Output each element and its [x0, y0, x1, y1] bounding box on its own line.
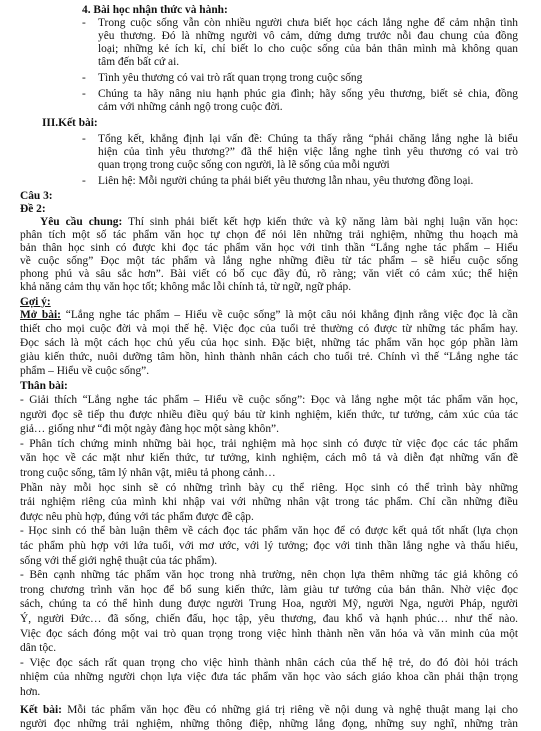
closing-line	[20, 704, 518, 717]
body-line: - Bên cạnh những tác phẩm văn học trong nhà trường, nên chọn lựa thêm những tác giả không có	[20, 569, 518, 582]
bullet-text: Chúng ta hãy nâng niu hạnh phúc gia đình; hãy sống yêu thương, biết sẻ chia, đồng	[98, 88, 518, 100]
body-line: trải nghiệm riêng của mình khi nhập vai với những nhân vật trong tác phẩm. Chỉ cần những điều	[20, 496, 518, 509]
body-line: giả… giống như “đi một ngày đàng học một sàng khôn”.	[20, 423, 279, 436]
body-line: - Việc đọc sách rất quan trọng cho việc hình thành nhân cách của thế hệ trẻ, do đó đòi hỏi trách	[20, 656, 518, 669]
bullet-text: quan trọng trong cuộc sống con người, là lẽ sống của mỗi người	[98, 159, 390, 171]
intro-line	[20, 309, 518, 322]
body-line: Phần này mỗi học sinh sẽ có những trình bày cụ thể riêng. Học sinh có thể trình bày những	[20, 481, 518, 494]
requirements-line: phân tích một số tác phẩm văn học tự chọn để nói lên những trải nghiệm, những thu hoạch mà	[20, 229, 518, 241]
body-line: Ý, người Đức… đã sống, chiến đấu, học tập, yêu thương, đau khổ và hạnh phúc… như thế nào.	[20, 613, 518, 625]
closing-text: Mỗi tác phẩm văn học đều có những giá trị riêng về nội dung và nghệ thuật mang lại cho	[61, 704, 518, 716]
body-line: sống với thế giới nghệ thuật của tác phẩm).	[20, 554, 218, 567]
intro-line: phẩm – Hiểu về cuộc sống”.	[20, 365, 150, 377]
bullet-text: Liên hệ: Mỗi người chúng ta phải biết yêu thương lẫn nhau, yêu thương đồng loại.	[98, 175, 474, 187]
bullet-text: cảm với những cảnh ngộ trong cuộc đời.	[98, 101, 283, 113]
requirements-line	[40, 216, 518, 229]
intro-line: Đọc sách là một cách học chủ yếu của học sinh. Đặc biệt, những tác phẩm văn học góp phần làm	[20, 337, 518, 349]
body-line: - Giải thích “Lắng nghe tác phẩm – Hiểu về cuộc sống”: Đọc và lắng nghe một tác phẩm văn học,	[20, 394, 518, 406]
intro-label: Mở bài:	[20, 309, 61, 321]
bullet-dash: -	[82, 72, 86, 84]
intro-text: “Lắng nghe tác phẩm – Hiểu về cuộc sống” là một câu nói khẳng định rằng việc đọc là cần	[60, 309, 518, 321]
closing-line: người đọc những trải nghiệm, những thông điệp, những lắng đọng, những suy nghĩ, những tràn	[20, 718, 518, 730]
conclusion-heading: III.Kết bài:	[42, 117, 98, 129]
bullet-text: tâm đến bất cứ ai.	[98, 56, 180, 68]
intro-line: giàu kiến thức, nuôi dưỡng tâm hồn, hình thành nhân cách cho tuổi trẻ. Chính vì thế “Lắng nghe tác	[20, 351, 518, 363]
topic-2-heading: Đề 2:	[20, 203, 46, 215]
body-line: hơn.	[20, 686, 41, 698]
bullet-text: Trong cuộc sống vẫn còn nhiều người chưa biết học cách lắng nghe để cảm nhận tình	[98, 17, 518, 29]
bullet-dash: -	[82, 88, 86, 100]
bullet-text: Tình yêu thương có vai trò rất quan trọng trong cuộc sống	[98, 72, 363, 84]
bullet-text: Tổng kết, khẳng định lại vấn đề: Chúng ta thấy rằng “phải chăng lắng nghe là biểu	[98, 133, 518, 145]
requirements-text: Thí sinh phải biết kết hợp kiến thức và kỹ năng làm bài nghị luận văn học:	[122, 216, 518, 228]
requirements-line: phong phú và sâu sắc hơn”. Bài viết có bố cục đầy đủ, rõ ràng; văn viết có cảm xúc; thể hiện	[20, 268, 518, 280]
requirements-line: bản thân học sinh có được khi đọc tác phẩm văn học với tinh thần “Lắng nghe tác phẩm – Hiểu	[20, 242, 518, 254]
requirements-line: về cuộc sống” Đọc một tác phẩm và lắng nghe những điều từ tác phẩm – sẽ hiểu cuộc sống	[20, 255, 518, 267]
bullet-dash: -	[82, 133, 86, 145]
body-line: trong cuộc sống, tâm lý nhân vật, miêu tả phong cảnh…	[20, 467, 276, 479]
body-line: - Học sinh có thể bàn luận thêm về cách đọc tác phẩm văn học để có được kết quả tốt nhất (lựa chọn	[20, 525, 518, 538]
body-line: người đọc sẽ tiếp thu được nhiều điều quý báu từ kinh nghiệm, kiến thức, tư tưởng, cảm xúc của tác	[20, 408, 518, 421]
bullet-dash: -	[82, 175, 86, 187]
body-line: dân tộc.	[20, 642, 57, 655]
closing-label: Kết bài:	[20, 704, 62, 716]
bullet-text: yêu thương. Đó là những người vô cảm, dửng dưng trước nỗi đau chung của đồng	[98, 30, 518, 42]
bullet-text: hiện của tình yêu thương?” đã thể hiện việc lắng nghe tình yêu thương có vai trò	[98, 146, 518, 158]
body-line: trong chương trình văn học để bổ sung kiến thức, làm giàu tư tưởng của bản thân. Nhờ việc đọc	[20, 583, 518, 596]
body-line: tác phẩm phù hợp với lứa tuổi, với mơ ước, với lý tưởng; đọc với tinh thần lắng nghe và thấu hiểu,	[20, 540, 518, 552]
body-line: sách, chúng ta có thể hình dung được người Trung Hoa, người Mỹ, người Nga, người Pháp, người	[20, 598, 518, 611]
suggestion-heading: Gợi ý:	[20, 296, 51, 308]
requirements-line: khả năng cảm thụ văn học tốt; không mắc lỗi chính tả, từ ngữ, ngữ pháp.	[20, 281, 352, 293]
requirements-label: Yêu cầu chung:	[40, 216, 123, 228]
body-line: nhiệm của những người chọn lựa việc đưa tác phẩm văn học vào sách giáo khoa cần phải thận trọng	[20, 671, 518, 684]
intro-line: thiết cho mọi cuộc đời và mọi thế hệ. Việc đọc của tuổi trẻ thường có được từ những tác phẩm hay.	[20, 323, 518, 335]
body-line: được nêu phù hợp, đúng với tác phẩm được đề cập.	[20, 510, 254, 523]
bullet-dash: -	[82, 17, 86, 29]
body-heading: Thân bài:	[20, 380, 68, 392]
question-3-heading: Câu 3:	[20, 190, 53, 202]
section-4-heading: 4. Bài học nhận thức và hành:	[82, 4, 228, 16]
body-line: Việc đọc sách đóng một vai trò quan trọng trong việc hình thành nền văn hóa và văn minh của một	[20, 627, 518, 640]
body-line: văn học về các mặt như kiến thức, tư tưởng, kinh nghiệm, cách mô tả và diễn đạt những vấn đề	[20, 452, 518, 465]
bullet-text: loại; những kẻ ích kỉ, chỉ biết lo cho cuộc sống của bản thân mình mà không quan	[98, 43, 518, 55]
body-line: - Phân tích chứng minh những bài học, trải nghiệm mà học sinh có được từ việc đọc các tác phẩm	[20, 437, 518, 450]
